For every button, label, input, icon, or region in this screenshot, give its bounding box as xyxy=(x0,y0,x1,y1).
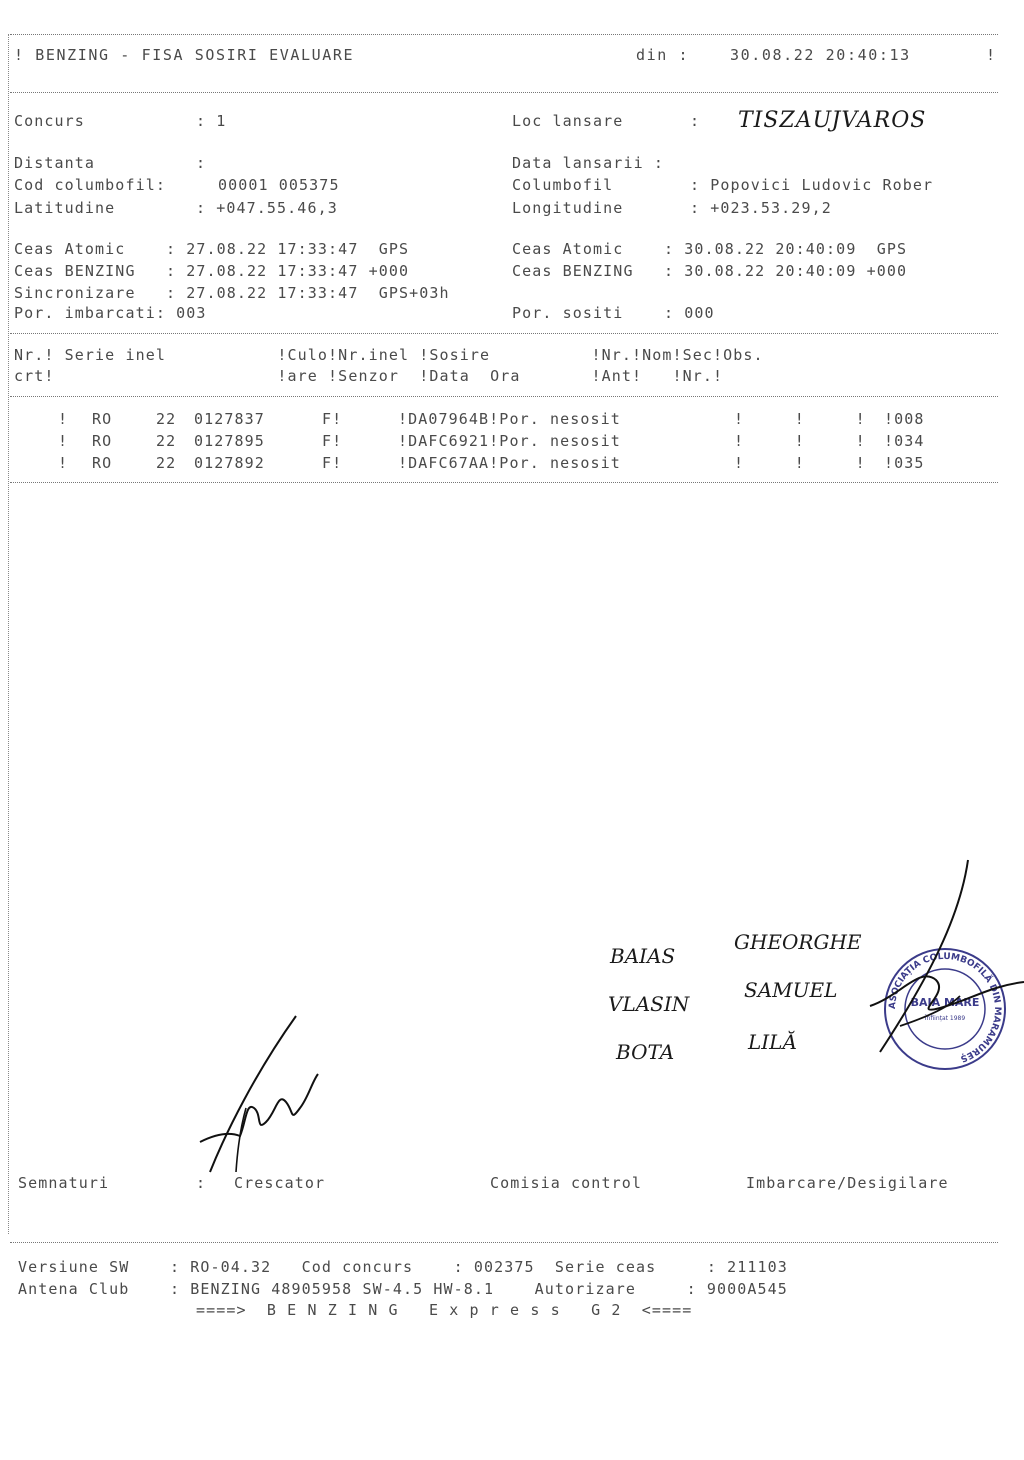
longitudine-value: : +023.53.29,2 xyxy=(690,199,832,217)
din-label: din : xyxy=(636,46,690,64)
antena-line: Antena Club : BENZING 48905958 SW-4.5 HW-8.1 Autorizare : 9000A545 xyxy=(18,1280,788,1298)
top-rule xyxy=(10,34,998,35)
empty-columns: ! ! ! xyxy=(734,454,866,472)
cod-columbofil-value: 00001 005375 xyxy=(218,176,340,194)
ring-year: 22 xyxy=(156,410,177,428)
ring-sex: F! xyxy=(322,454,343,472)
commission-signature xyxy=(840,856,1020,1056)
commission-member-2-given: SAMUEL xyxy=(744,978,838,1002)
loc-lansare-handwritten: TISZAUJVAROS xyxy=(738,108,927,133)
table-row: ! RO 22 0127837 F! !DA07964B!Por. nesosit ! ! ! !008 xyxy=(58,410,925,428)
ring-number: 0127892 xyxy=(194,454,265,472)
loc-lansare-colon: : xyxy=(690,112,701,130)
din-timestamp: 30.08.22 20:40:13 xyxy=(730,46,911,64)
svg-text:BAIA MARE: BAIA MARE xyxy=(910,996,980,1009)
data-lansarii-label: Data lansarii : xyxy=(512,154,664,172)
header-bottom-rule xyxy=(10,92,998,93)
ceas-benzing-start: Ceas BENZING : 27.08.22 17:33:47 +000 xyxy=(14,262,410,280)
versiune-line: Versiune SW : RO-04.32 Cod concurs : 002375 Serie ceas : 211103 xyxy=(18,1258,788,1276)
svg-text:ASOCIAȚIA COLUMBOFILĂ DIN MARA: ASOCIAȚIA COLUMBOFILĂ DIN MARAMUREȘ xyxy=(887,951,1003,1064)
ring-number: 0127837 xyxy=(194,410,265,428)
concurs-label: Concurs xyxy=(14,112,85,130)
table-bottom-rule xyxy=(10,482,998,483)
semnaturi-colon: : xyxy=(196,1174,207,1192)
ring-year: 22 xyxy=(156,432,177,450)
ring-country: RO xyxy=(92,454,113,472)
table-header-rule xyxy=(10,396,998,397)
ring-sex: F! xyxy=(322,410,343,428)
header-end-mark: ! xyxy=(986,46,997,64)
commission-member-3-surname: BOTA xyxy=(616,1040,675,1064)
table-row: ! RO 22 0127895 F! !DAFC6921!Por. nesosit ! ! ! !034 xyxy=(58,432,925,450)
longitudine-label: Longitudine xyxy=(512,199,624,217)
svg-text:Înființat 1989: Înființat 1989 xyxy=(924,1015,966,1022)
table-row: ! RO 22 0127892 F! !DAFC67AA!Por. nesosit ! ! ! !035 xyxy=(58,454,925,472)
footer-top-rule xyxy=(10,1242,998,1243)
benzing-express-banner: ====> B E N Z I N G E x p r e s s G 2 <==== xyxy=(196,1301,693,1319)
obs-value: !034 xyxy=(884,432,925,450)
obs-value: !008 xyxy=(884,410,925,428)
commission-member-3-given: LILĂ xyxy=(748,1030,797,1054)
distanta-value: : xyxy=(196,154,207,172)
ring-country: RO xyxy=(92,410,113,428)
commission-member-1-surname: BAIAS xyxy=(610,944,676,968)
latitudine-value: : +047.55.46,3 xyxy=(196,199,338,217)
ring-country: RO xyxy=(92,432,113,450)
ring-year: 22 xyxy=(156,454,177,472)
ceas-atomic-start: Ceas Atomic : 27.08.22 17:33:47 GPS xyxy=(14,240,410,258)
ring-number: 0127895 xyxy=(194,432,265,450)
cod-columbofil-label: Cod columbofil: xyxy=(14,176,166,194)
obs-value: !035 xyxy=(884,454,925,472)
por-sositi: Por. sositi : 000 xyxy=(512,304,715,322)
concurs-value: : 1 xyxy=(196,112,227,130)
sensor-status: !DA07964B!Por. nesosit xyxy=(398,410,621,428)
ceas-benzing-end: Ceas BENZING : 30.08.22 20:40:09 +000 xyxy=(512,262,908,280)
distanta-label: Distanta xyxy=(14,154,96,172)
commission-member-1-given: GHEORGHE xyxy=(734,930,862,954)
comisia-control-label: Comisia control xyxy=(490,1174,642,1192)
sensor-status: !DAFC6921!Por. nesosit xyxy=(398,432,621,450)
commission-member-2-surname: VLASIN xyxy=(608,992,690,1016)
loc-lansare-label: Loc lansare xyxy=(512,112,624,130)
columbofil-value: : Popovici Ludovic Rober xyxy=(690,176,934,194)
sincronizare-line: Sincronizare : 27.08.22 17:33:47 GPS+03h xyxy=(14,284,450,302)
empty-columns: ! ! ! xyxy=(734,410,866,428)
table-top-rule xyxy=(10,333,998,334)
ring-sex: F! xyxy=(322,432,343,450)
sensor-status: !DAFC67AA!Por. nesosit xyxy=(398,454,621,472)
document-title: ! BENZING - FISA SOSIRI EVALUARE xyxy=(14,46,355,64)
por-imbarcati: Por. imbarcati: 003 xyxy=(14,304,207,322)
imbarcare-desigilare-label: Imbarcare/Desigilare xyxy=(746,1174,949,1192)
breeder-signature xyxy=(196,1012,326,1182)
ceas-atomic-end: Ceas Atomic : 30.08.22 20:40:09 GPS xyxy=(512,240,908,258)
columbofil-label: Columbofil xyxy=(512,176,614,194)
left-margin-line xyxy=(8,34,9,1234)
table-header-line-2: crt! !are !Senzor !Data Ora !Ant! !Nr.! xyxy=(14,367,724,385)
empty-columns: ! ! ! xyxy=(734,432,866,450)
latitudine-label: Latitudine xyxy=(14,199,116,217)
semnaturi-label: Semnaturi xyxy=(18,1174,110,1192)
crescator-label: Crescator xyxy=(234,1174,326,1192)
table-header-line-1: Nr.! Serie inel !Culo!Nr.inel !Sosire !Nr.!Nom!Sec!Obs. xyxy=(14,346,764,364)
